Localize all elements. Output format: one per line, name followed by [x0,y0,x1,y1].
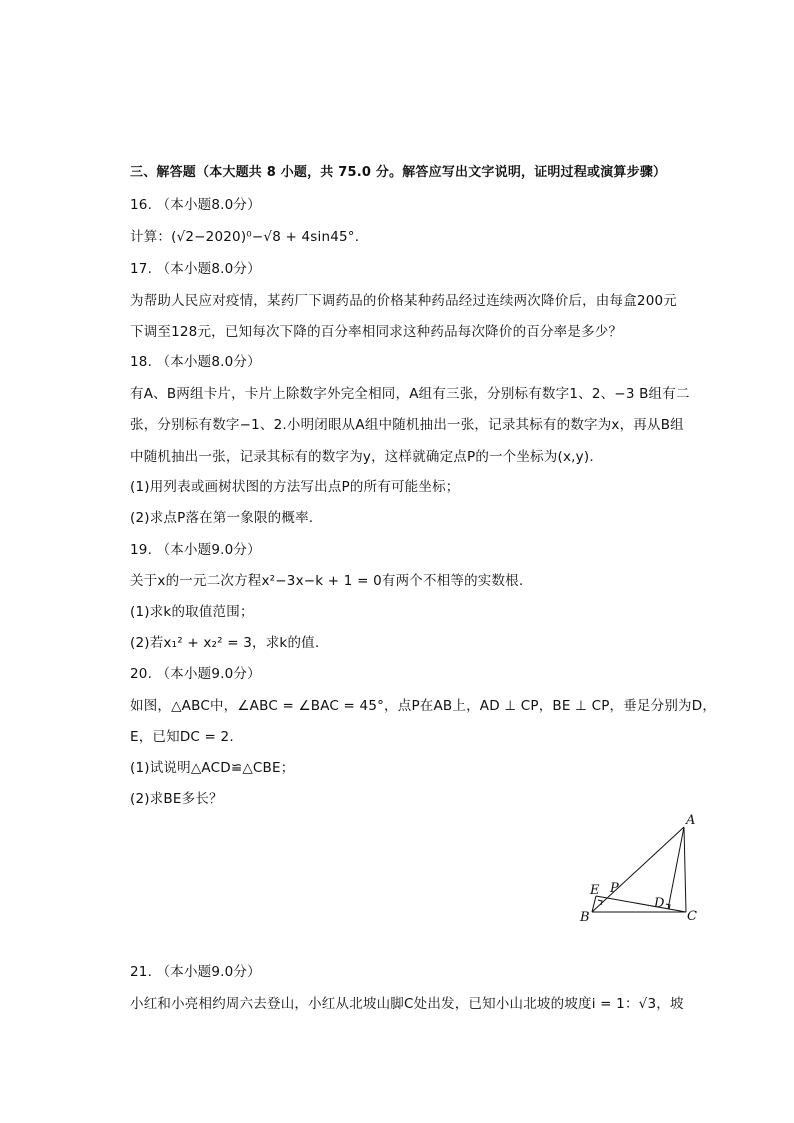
question-17-header: 17. （本小题8.0分） [130,261,261,277]
question-18-line-1: 有A、B两组卡片，卡片上除数字外完全相同，A组有三张，分别标有数字1、2、−3 B组有二 [130,386,690,402]
label-b: B [580,910,590,925]
question-18-line-2: 张，分别标有数字−1、2.小明闭眼从A组中随机抽出一张，记录其标有的数字为x，再从B组 [130,417,684,433]
label-e: E [590,883,600,898]
question-20-line-2: E，已知DC = 2. [130,729,234,745]
question-18-part-2: (2)求点P落在第一象限的概率. [130,510,314,526]
segment-ac [684,827,686,912]
label-a: A [686,813,696,828]
question-16-text: 计算：(√2−2020)⁰−√8 + 4sin45°. [130,229,360,245]
question-19-line-1: 关于x的一元二次方程x²−3x−k + 1 = 0有两个不相等的实数根. [130,573,524,589]
question-19-part-2: (2)若x₁² + x₂² = 3，求k的值. [130,635,320,651]
question-19-header: 19. （本小题9.0分） [130,542,261,558]
label-p: P [610,881,619,896]
question-18-line-3: 中随机抽出一张，记录其标有的数字为y，这样就确定点P的一个坐标为(x,y). [130,449,594,465]
segment-ec [596,896,686,912]
question-20-part-1: (1)试说明△ACD≌△CBE； [130,760,295,776]
question-21-header: 21. （本小题9.0分） [130,964,261,980]
question-20-line-1: 如图，△ABC中，∠ABC = ∠BAC = 45°，点P在AB上，AD ⊥ CP，BE ⊥ CP，垂足分别为D， [130,698,717,714]
question-21-line-1: 小红和小亮相约周六去登山，小红从北坡山脚C处出发，已知小山北坡的坡度i = 1：√3，坡 [130,996,684,1012]
question-16-header: 16. （本小题8.0分） [130,197,261,213]
label-d: D [654,896,665,911]
question-18-header: 18. （本小题8.0分） [130,354,261,370]
question-20-header: 20. （本小题9.0分） [130,666,261,682]
question-17-line-2: 下调至128元，已知每次下降的百分率相同求这种药品每次降价的百分率是多少？ [130,324,623,340]
label-c: C [687,909,697,924]
triangle-diagram [576,808,706,930]
question-20-part-2: (2)求BE多长？ [130,791,223,807]
question-19-part-1: (1)求k的取值范围； [130,604,254,620]
section-title: 三、解答题（本大题共 8 小题，共 75.0 分。解答应写出文字说明，证明过程或演算步骤） [130,165,667,180]
question-17-line-1: 为帮助人民应对疫情，某药厂下调药品的价格某种药品经过连续两次降价后，由每盒200元 [130,293,677,309]
triangle-figure [576,808,706,930]
question-18-part-1: (1)用列表或画树状图的方法写出点P的所有可能坐标； [130,479,460,495]
